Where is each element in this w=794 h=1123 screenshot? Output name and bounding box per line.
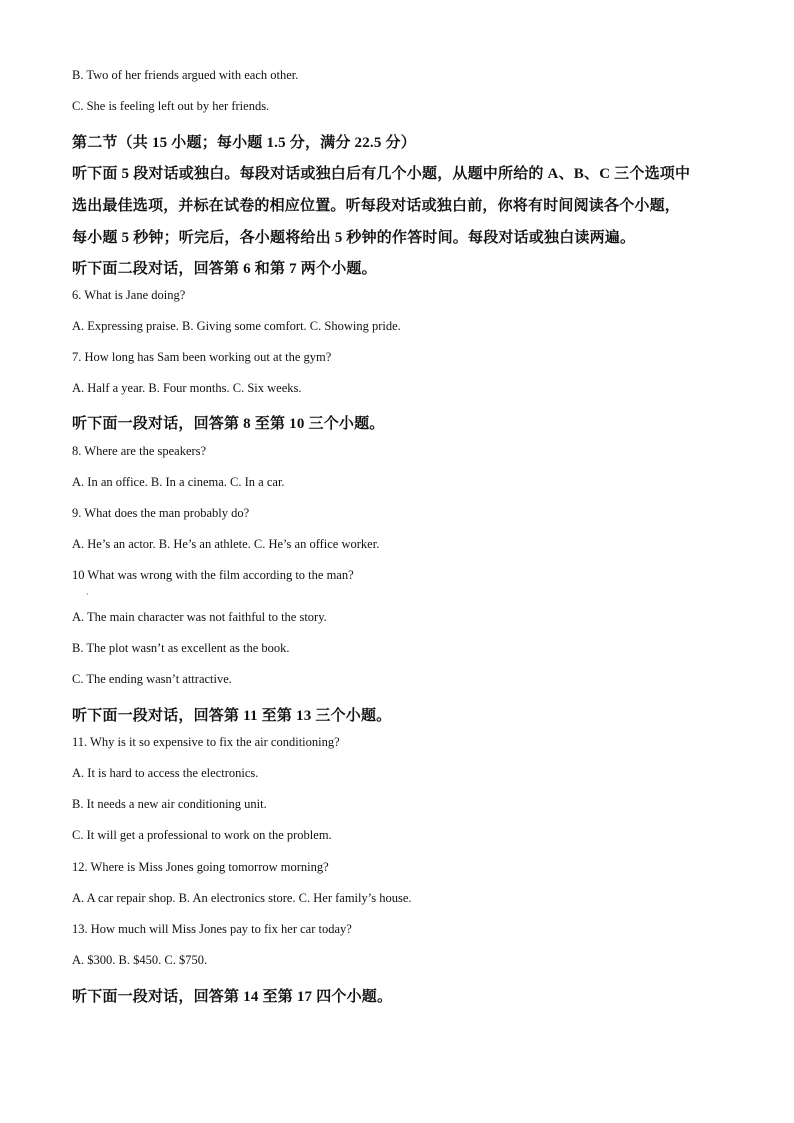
- question-line: A. It is hard to access the electronics.: [72, 766, 259, 780]
- section-instruction: 第二节（共 15 小题；每小题 1.5 分，满分 22.5 分）: [72, 135, 416, 151]
- question-line: 13. How much will Miss Jones pay to fix her car today?: [72, 922, 352, 936]
- question-line: B. It needs a new air conditioning unit.: [72, 797, 267, 811]
- question-line: C. It will get a professional to work on the problem.: [72, 828, 332, 842]
- section-instruction: 选出最佳选项，并标在试卷的相应位置。听每段对话或独白前，你将有时间阅读各个小题，: [72, 198, 681, 214]
- question-line: A. He’s an actor. B. He’s an athlete. C. He’s an office worker.: [72, 537, 380, 551]
- section-instruction: 听下面一段对话，回答第 8 至第 10 三个小题。: [72, 416, 385, 432]
- question-line: 12. Where is Miss Jones going tomorrow morning?: [72, 860, 329, 874]
- section-instruction: 每小题 5 秒钟；听完后，各小题将给出 5 秒钟的作答时间。每段对话或独白读两遍。: [72, 230, 636, 246]
- question-line: B. The plot wasn’t as excellent as the book.: [72, 641, 290, 655]
- section-instruction: 听下面 5 段对话或独白。每段对话或独白后有几个小题，从题中所给的 A、B、C 三个选项中: [72, 166, 691, 182]
- question-line: A. The main character was not faithful to the story.: [72, 610, 327, 624]
- section-instruction: 听下面二段对话，回答第 6 和第 7 两个小题。: [72, 261, 377, 277]
- question-line: 6. What is Jane doing?: [72, 288, 186, 302]
- stray-mark: ·: [86, 590, 89, 599]
- question-line: A. A car repair shop. B. An electronics store. C. Her family’s house.: [72, 891, 412, 905]
- question-line: B. Two of her friends argued with each other.: [72, 68, 299, 82]
- question-line: 7. How long has Sam been working out at the gym?: [72, 350, 332, 364]
- section-instruction: 听下面一段对话，回答第 14 至第 17 四个小题。: [72, 989, 393, 1005]
- question-line: A. In an office. B. In a cinema. C. In a car.: [72, 475, 285, 489]
- question-line: A. $300. B. $450. C. $750.: [72, 953, 208, 967]
- question-line: 8. Where are the speakers?: [72, 444, 207, 458]
- question-line: 11. Why is it so expensive to fix the air conditioning?: [72, 735, 340, 749]
- question-line: 9. What does the man probably do?: [72, 506, 250, 520]
- question-line: C. She is feeling left out by her friends.: [72, 99, 270, 113]
- question-line: A. Half a year. B. Four months. C. Six weeks.: [72, 381, 302, 395]
- question-line: 10 What was wrong with the film according to the man?: [72, 568, 354, 582]
- question-line: A. Expressing praise. B. Giving some comfort. C. Showing pride.: [72, 319, 401, 333]
- section-instruction: 听下面一段对话，回答第 11 至第 13 三个小题。: [72, 708, 392, 724]
- question-line: C. The ending wasn’t attractive.: [72, 672, 232, 686]
